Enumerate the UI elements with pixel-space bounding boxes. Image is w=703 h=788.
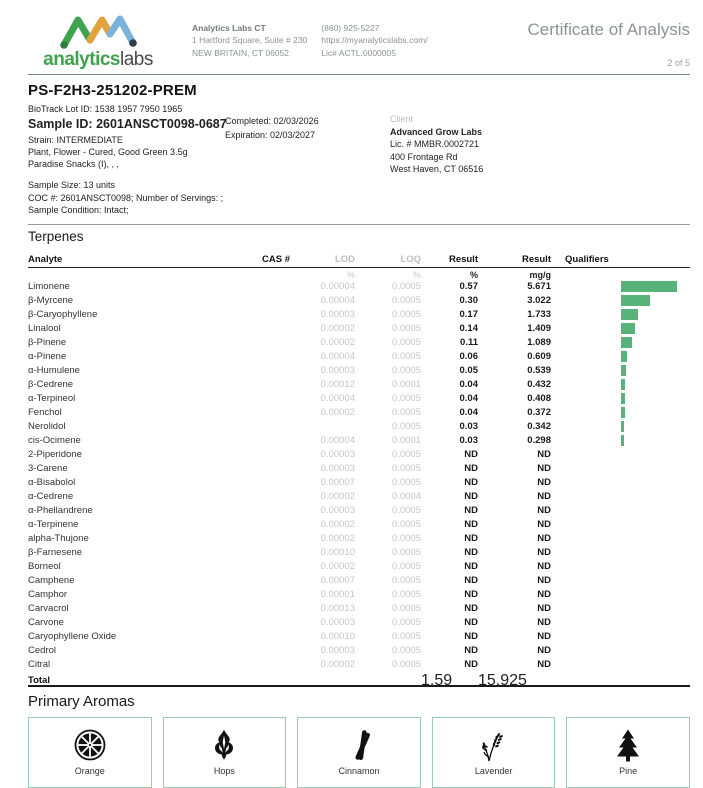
col-result-mgg: Result	[521, 253, 551, 265]
aroma-box-cinnamon	[297, 717, 421, 788]
expiration-date: Expiration: 02/03/2027	[225, 129, 316, 140]
loq-value: 0.0005	[391, 575, 421, 587]
document-title: Certificate of Analysis	[527, 20, 690, 39]
result-mgg-value: ND	[537, 449, 551, 461]
result-pct-value: 0.04	[459, 393, 478, 405]
loq-value: 0.0005	[391, 407, 421, 419]
table-row	[28, 616, 690, 630]
loq-value: 0.0005	[391, 519, 421, 531]
lod-value: 0.00010	[320, 631, 355, 643]
analyte-name: Nerolidol	[28, 421, 66, 433]
analyte-name: Citral	[28, 659, 51, 671]
qualifier-cell	[551, 630, 690, 644]
result-bar	[621, 365, 626, 376]
qualifier-cell	[551, 658, 690, 672]
analyte-name: Camphor	[28, 589, 68, 601]
result-pct-value: ND	[464, 519, 478, 531]
total-pct: 1.59	[421, 671, 453, 689]
result-mgg-value: 0.372	[527, 407, 551, 419]
qualifier-cell	[551, 574, 690, 588]
sample-details-block	[28, 103, 225, 216]
total-row	[28, 672, 690, 687]
result-pct-value: 0.03	[459, 421, 478, 433]
lod-value: 0.00002	[320, 491, 355, 503]
table-row	[28, 392, 690, 406]
table-row	[28, 504, 690, 518]
loq-value: 0.0005	[391, 281, 421, 293]
qualifier-cell	[551, 518, 690, 532]
lod-value: 0.00003	[320, 505, 355, 517]
result-pct-value: ND	[464, 645, 478, 657]
col-cas: CAS #	[262, 253, 290, 265]
lod-value: 0.00002	[320, 519, 355, 531]
terpene-table-body	[28, 280, 690, 672]
analyte-name: β-Myrcene	[28, 295, 74, 307]
result-mgg-value: ND	[537, 533, 551, 545]
page-indicator: 2 of 5	[667, 58, 690, 68]
table-row	[28, 350, 690, 364]
result-pct-value: ND	[464, 603, 478, 615]
result-bar	[621, 295, 650, 306]
table-row	[28, 630, 690, 644]
result-mgg-value: ND	[537, 561, 551, 573]
result-bar	[621, 379, 625, 390]
orange-slice-icon	[72, 728, 108, 764]
lab-address-block	[192, 12, 307, 59]
loq-value: 0.0005	[391, 645, 421, 657]
analyte-name: Linalool	[28, 323, 61, 335]
table-row	[28, 322, 690, 336]
loq-value: 0.0005	[391, 421, 421, 433]
loq-value: 0.0005	[391, 463, 421, 475]
analyte-name: Cedrol	[28, 645, 56, 657]
lod-value: 0.00007	[320, 575, 355, 587]
lod-value: 0.00002	[320, 533, 355, 545]
result-mgg-value: ND	[537, 589, 551, 601]
qualifier-cell	[551, 602, 690, 616]
pine-tree-icon	[610, 728, 646, 764]
result-pct-value: 0.17	[459, 309, 478, 321]
qualifier-cell	[551, 644, 690, 658]
loq-value: 0.0005	[391, 631, 421, 643]
lod-value: 0.00003	[320, 365, 355, 377]
result-mgg-value: 0.408	[527, 393, 551, 405]
aromas-section-title: Primary Aromas	[28, 692, 135, 710]
analyte-name: alpha-Thujone	[28, 533, 89, 545]
result-mgg-value: ND	[537, 631, 551, 643]
qualifier-cell	[551, 336, 690, 350]
client-name: Advanced Grow Labs	[390, 126, 483, 137]
loq-value: 0.0005	[391, 505, 421, 517]
aroma-label: Hops	[213, 766, 235, 777]
unit-result-mgg: mg/g	[529, 269, 551, 280]
analyte-name: cis-Ocimene	[28, 435, 81, 447]
lod-value: 0.00010	[320, 547, 355, 559]
aroma-label: Lavender	[474, 766, 513, 777]
analyte-name: α-Phellandrene	[28, 505, 93, 517]
result-pct-value: 0.14	[459, 323, 478, 335]
qualifier-cell	[551, 322, 690, 336]
table-row	[28, 336, 690, 350]
analyte-name: Caryophyllene Oxide	[28, 631, 117, 643]
result-pct-value: ND	[464, 477, 478, 489]
analyte-name: α-Bisabolol	[28, 477, 76, 489]
section-divider	[28, 224, 690, 225]
qualifier-cell	[551, 364, 690, 378]
result-pct-value: ND	[464, 491, 478, 503]
loq-value: 0.0001	[391, 379, 421, 391]
col-lod: LOD	[334, 253, 355, 265]
result-bar	[621, 337, 632, 348]
lod-value: 0.00002	[320, 323, 355, 335]
analyte-name: β-Farnesene	[28, 547, 83, 559]
aroma-box-hops	[163, 717, 287, 788]
qualifier-cell	[551, 350, 690, 364]
result-pct-value: 0.04	[459, 407, 478, 419]
result-mgg-value: ND	[537, 603, 551, 615]
loq-value: 0.0005	[391, 589, 421, 601]
result-mgg-value: ND	[537, 477, 551, 489]
analyte-name: β-Caryophyllene	[28, 309, 98, 321]
result-mgg-value: 0.609	[527, 351, 551, 363]
loq-value: 0.0005	[391, 337, 421, 349]
loq-value: 0.0005	[391, 561, 421, 573]
aroma-label: Cinnamon	[338, 766, 380, 777]
lod-value: 0.00003	[320, 645, 355, 657]
result-bar	[621, 323, 635, 334]
qualifier-cell	[551, 616, 690, 630]
result-mgg-value: 1.409	[527, 323, 551, 335]
lod-value: 0.00004	[320, 295, 355, 307]
table-row	[28, 574, 690, 588]
lab-website: https://myanalyticslabs.com/	[321, 35, 428, 46]
loq-value: 0.0005	[391, 533, 421, 545]
client-license: Lic. # MMBR.0002721	[390, 139, 480, 150]
sample-size: Sample Size: 13 units	[28, 180, 116, 191]
loq-value: 0.0005	[391, 309, 421, 321]
analyte-name: 2-Piperidone	[28, 449, 82, 461]
qualifier-cell	[551, 280, 690, 294]
lab-logo	[28, 12, 168, 69]
header-divider	[28, 74, 690, 75]
qualifier-cell	[551, 476, 690, 490]
lod-value: 0.00004	[320, 281, 355, 293]
aroma-label: Pine	[619, 766, 638, 777]
table-row	[28, 406, 690, 420]
lod-value: 0.00003	[320, 449, 355, 461]
result-mgg-value: 0.342	[527, 421, 551, 433]
result-mgg-value: 1.089	[527, 337, 551, 349]
lab-name: Analytics Labs CT	[192, 23, 266, 33]
result-bar	[621, 351, 627, 362]
qualifier-cell	[551, 294, 690, 308]
col-analyte: Analyte	[28, 253, 63, 265]
qualifier-cell	[551, 378, 690, 392]
result-pct-value: ND	[464, 463, 478, 475]
table-row	[28, 364, 690, 378]
lod-value: 0.00003	[320, 309, 355, 321]
result-pct-value: 0.57	[459, 281, 478, 293]
result-bar	[621, 309, 638, 320]
analyte-name: α-Cedrene	[28, 491, 74, 503]
client-address2: West Haven, CT 06516	[390, 164, 484, 175]
strain: Strain: INTERMEDIATE	[28, 135, 123, 146]
table-row	[28, 532, 690, 546]
table-row	[28, 420, 690, 434]
analyte-name: Borneol	[28, 561, 61, 573]
sample-info-section	[28, 103, 690, 216]
completed-date: Completed: 02/03/2026	[225, 116, 319, 126]
col-result-pct: Result	[448, 253, 478, 265]
loq-value: 0.0005	[391, 295, 421, 307]
analyte-name: α-Terpinene	[28, 519, 79, 531]
result-mgg-value: 5.671	[527, 281, 551, 293]
lod-value: 0.00007	[320, 477, 355, 489]
result-pct-value: ND	[464, 547, 478, 559]
result-pct-value: ND	[464, 505, 478, 517]
analyte-name: Carvacrol	[28, 603, 69, 615]
table-row	[28, 434, 690, 448]
qualifier-cell	[551, 448, 690, 462]
table-row	[28, 476, 690, 490]
table-row	[28, 602, 690, 616]
result-mgg-value: 0.298	[527, 435, 551, 447]
result-mgg-value: 1.733	[527, 309, 551, 321]
result-mgg-value: ND	[537, 547, 551, 559]
analyte-name: α-Terpineol	[28, 393, 76, 405]
lod-value: 0.00001	[320, 589, 355, 601]
table-row	[28, 308, 690, 322]
loq-value: 0.0005	[391, 351, 421, 363]
analyte-name: β-Pinene	[28, 337, 67, 349]
table-row	[28, 280, 690, 294]
result-mgg-value: ND	[537, 519, 551, 531]
table-row	[28, 644, 690, 658]
qualifier-cell	[551, 434, 690, 448]
table-row	[28, 462, 690, 476]
coc-line: COC #: 2601ANSCT0098; Number of Servings: ; Sample Condition: Intact;	[28, 192, 224, 215]
result-pct-value: 0.03	[459, 435, 478, 447]
aroma-box-orange	[28, 717, 152, 788]
aromas-row	[28, 717, 690, 788]
table-row	[28, 560, 690, 574]
loq-value: 0.0005	[391, 365, 421, 377]
analyte-name: Camphene	[28, 575, 75, 587]
qualifier-cell	[551, 392, 690, 406]
lab-contact-block	[321, 12, 427, 59]
loq-value: 0.0005	[391, 393, 421, 405]
result-bar	[621, 281, 677, 292]
sample-description: Plant, Flower - Cured, Good Green 3.5g Paradise Snacks (I), , ,	[28, 147, 188, 170]
brand-dark: labs	[119, 49, 153, 70]
result-mgg-value: ND	[537, 645, 551, 657]
result-mgg-value: ND	[537, 575, 551, 587]
cinnamon-sticks-icon	[341, 728, 377, 764]
result-pct-value: ND	[464, 449, 478, 461]
qualifier-cell	[551, 504, 690, 518]
lod-value: 0.00013	[320, 603, 355, 615]
table-row	[28, 294, 690, 308]
lod-value: 0.00002	[320, 659, 355, 671]
loq-value: 0.0004	[391, 491, 421, 503]
table-row	[28, 490, 690, 504]
lod-value: 0.00004	[320, 351, 355, 363]
result-bar	[621, 393, 625, 404]
analyte-name: Carvone	[28, 617, 64, 629]
analyte-name: α-Pinene	[28, 351, 67, 363]
lab-address-line1: 1 Hartford Square, Suite # 230	[192, 35, 308, 46]
analyte-name: 3-Carene	[28, 463, 68, 475]
result-pct-value: 0.11	[460, 337, 478, 349]
table-row	[28, 448, 690, 462]
client-label: Client	[390, 114, 414, 124]
result-pct-value: ND	[464, 561, 478, 573]
qualifier-cell	[551, 462, 690, 476]
table-row	[28, 378, 690, 392]
result-pct-value: ND	[464, 659, 478, 671]
table-row	[28, 658, 690, 672]
loq-value: 0.0005	[391, 617, 421, 629]
total-mgg: 15.925	[478, 671, 527, 689]
result-mgg-value: 0.539	[527, 365, 551, 377]
result-bar	[621, 407, 625, 418]
terpene-table-header	[28, 244, 690, 265]
aroma-box-pine	[566, 717, 690, 788]
lavender-icon	[476, 728, 512, 764]
result-pct-value: ND	[464, 631, 478, 643]
qualifier-cell	[551, 490, 690, 504]
client-address1: 400 Frontage Rd	[390, 151, 458, 162]
lod-value: 0.00002	[320, 561, 355, 573]
qualifier-cell	[551, 560, 690, 574]
result-pct-value: ND	[464, 617, 478, 629]
result-pct-value: ND	[464, 589, 478, 601]
lod-value: 0.00003	[320, 617, 355, 629]
analyte-name: Fenchol	[28, 407, 62, 419]
result-bar	[621, 421, 624, 432]
result-mgg-value: ND	[537, 463, 551, 475]
lod-value: 0.00012	[320, 379, 355, 391]
col-qualifiers: Qualifiers	[565, 253, 609, 265]
client-block	[390, 103, 483, 216]
qualifier-cell	[551, 406, 690, 420]
report-header	[28, 12, 690, 72]
result-pct-value: ND	[464, 575, 478, 587]
result-pct-value: 0.06	[459, 351, 478, 363]
qualifier-cell	[551, 420, 690, 434]
terpenes-section-title: Terpenes	[28, 228, 84, 244]
result-mgg-value: ND	[537, 659, 551, 671]
result-pct-value: ND	[464, 533, 478, 545]
table-row	[28, 588, 690, 602]
unit-lod: %	[346, 269, 355, 280]
result-mgg-value: 3.022	[527, 295, 551, 307]
lod-value: 0.00002	[320, 407, 355, 419]
qualifier-cell	[551, 532, 690, 546]
lod-value: 0.00002	[320, 337, 355, 349]
loq-value: 0.0005	[391, 603, 421, 615]
loq-value: 0.0001	[391, 435, 421, 447]
loq-value: 0.0005	[391, 547, 421, 559]
brand-green: analytics	[43, 49, 120, 70]
lod-value: 0.00003	[320, 463, 355, 475]
unit-result-pct: %	[469, 269, 478, 280]
brand-wordmark	[28, 50, 168, 69]
biotrack-lot-id: BioTrack Lot ID: 1538 1957 7950 1965	[28, 104, 183, 114]
loq-value: 0.0005	[391, 323, 421, 335]
result-pct-value: 0.05	[459, 365, 478, 377]
result-pct-value: 0.04	[459, 379, 478, 391]
total-label: Total	[28, 675, 50, 687]
loq-value: 0.0005	[391, 449, 421, 461]
lod-value: 0.00004	[320, 393, 355, 405]
loq-value: 0.0005	[391, 477, 421, 489]
table-row	[28, 546, 690, 560]
qualifier-cell	[551, 546, 690, 560]
result-mgg-value: 0.432	[527, 379, 551, 391]
header-right	[527, 12, 690, 68]
unit-loq: %	[412, 269, 421, 280]
hops-icon	[206, 728, 242, 764]
analyte-name: Limonene	[28, 281, 70, 293]
analyte-name: β-Cedrene	[28, 379, 74, 391]
table-row	[28, 518, 690, 532]
result-pct-value: 0.30	[459, 295, 478, 307]
qualifier-cell	[551, 588, 690, 602]
result-mgg-value: ND	[537, 491, 551, 503]
sample-id: Sample ID: 2601ANSCT0098-0687	[28, 117, 227, 132]
analyte-name: α-Humulene	[28, 365, 80, 377]
result-mgg-value: ND	[537, 505, 551, 517]
result-mgg-value: ND	[537, 617, 551, 629]
dates-block	[225, 103, 390, 216]
aroma-label: Orange	[74, 766, 105, 777]
aroma-box-lavender	[432, 717, 556, 788]
logo-mountains-icon	[50, 12, 146, 50]
qualifier-cell	[551, 308, 690, 322]
lab-address-line2: NEW BRITAIN, CT 06052	[192, 47, 289, 58]
lod-value: 0.00004	[320, 435, 355, 447]
col-loq: LOQ	[400, 253, 421, 265]
lab-license: Lic# ACTL.0000005	[321, 47, 396, 58]
sample-title: PS-F2H3-251202-PREM	[28, 82, 197, 99]
terpene-units-row	[28, 268, 690, 280]
result-bar	[621, 435, 624, 446]
lab-phone: (860) 925-5227	[321, 23, 380, 33]
loq-value: 0.0005	[391, 659, 421, 671]
